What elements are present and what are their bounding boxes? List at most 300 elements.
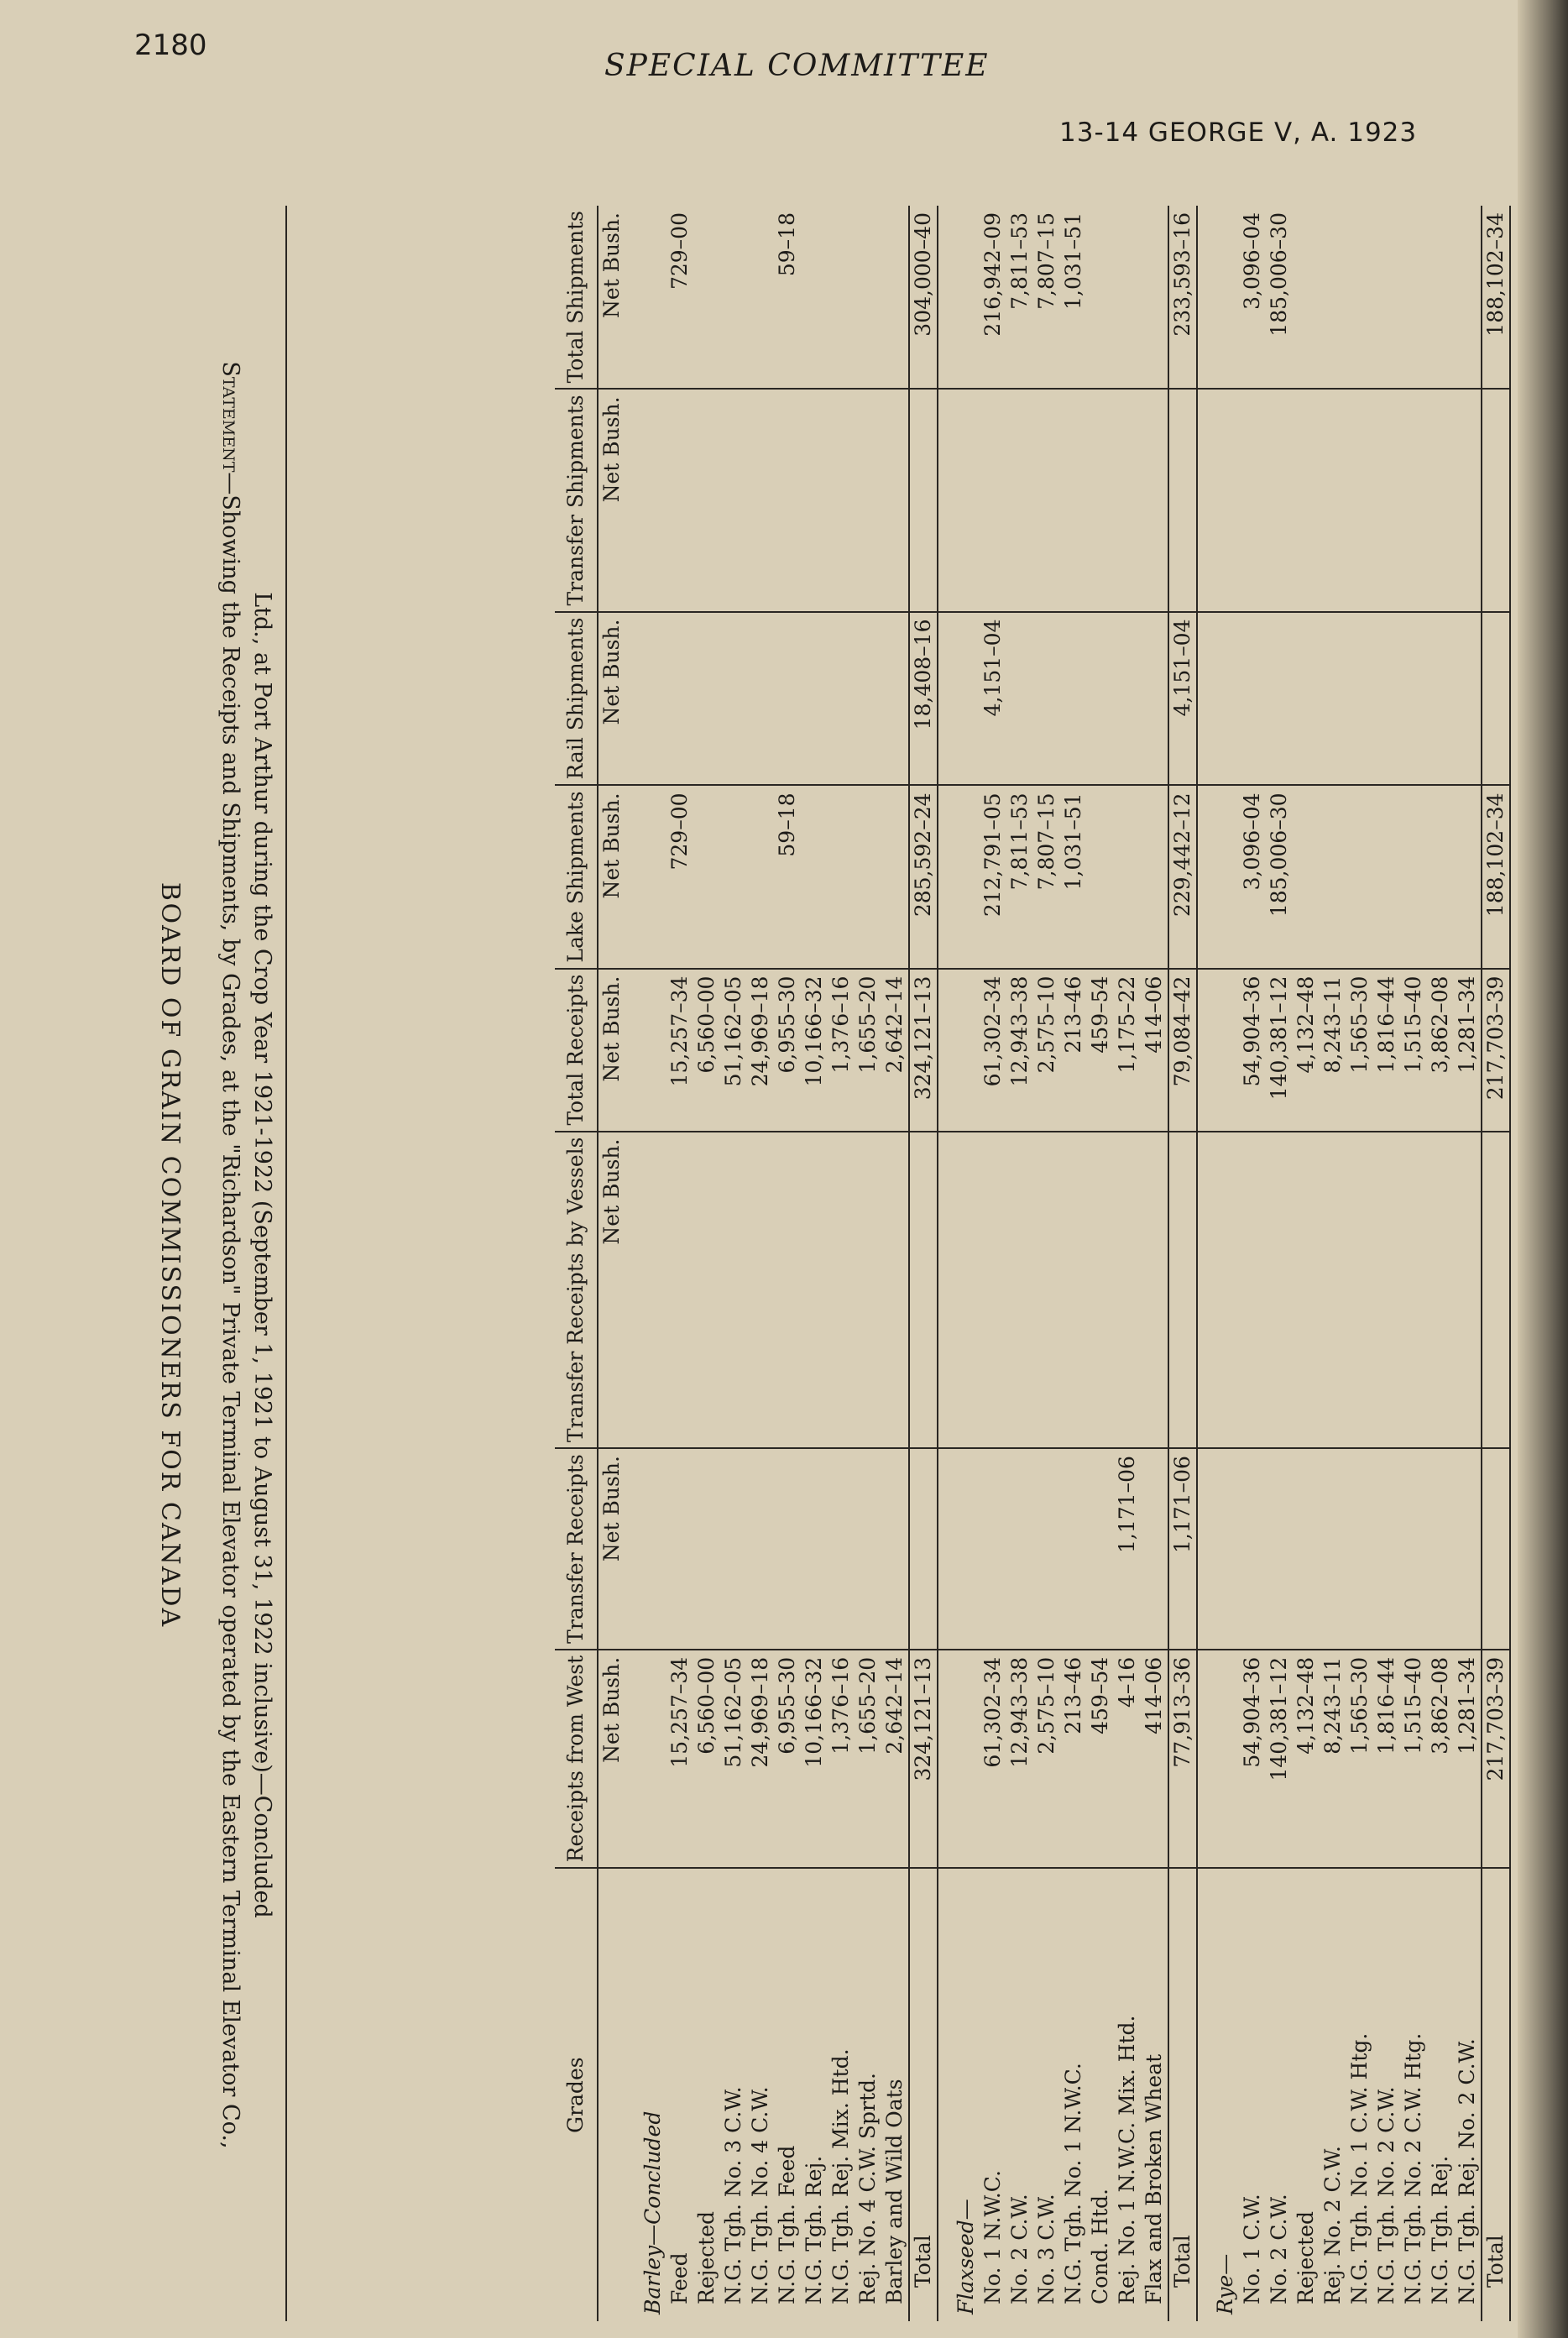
table-row	[881, 206, 909, 2321]
total-receipts-cell: 2,575–10	[1033, 969, 1060, 1132]
total-ship-cell	[1373, 206, 1400, 389]
lake-cell	[1320, 785, 1346, 968]
unit-label: Net Bush.	[598, 785, 625, 968]
total-transfer-receipts: 1,171–06	[1168, 1448, 1197, 1650]
total-ship-cell	[1114, 206, 1141, 389]
transfer-vessels-cell	[881, 1132, 909, 1449]
grade-cell: No. 1 N.W.C.	[980, 1868, 1006, 2321]
table-row	[980, 206, 1006, 2321]
lake-cell	[881, 785, 909, 968]
table-row	[855, 206, 881, 2321]
header-transfer-vessels: Transfer Receipts by Vessels	[555, 1132, 598, 1449]
lake-cell	[828, 785, 855, 968]
transfer-ship-cell	[1060, 389, 1087, 611]
grade-cell: N.G. Tgh. No. 1 N.W.C.	[1060, 1868, 1087, 2321]
table-row	[666, 206, 693, 2321]
transfer-ship-cell	[881, 389, 909, 611]
section-name: Flaxseed—	[938, 1868, 980, 2321]
empty-cell	[938, 1448, 980, 1650]
total-total-receipts: 324,121–13	[909, 969, 938, 1132]
empty-cell	[625, 1650, 666, 1868]
table-row	[720, 206, 747, 2321]
total-receipts-west: 324,121–13	[909, 1650, 938, 1868]
table-row	[1346, 206, 1373, 2321]
empty-cell	[625, 1132, 666, 1449]
total-receipts-cell: 6,560–00	[693, 969, 720, 1132]
total-ship-cell	[1141, 206, 1168, 389]
total-ship-cell	[1454, 206, 1482, 389]
transfer-receipts-cell	[747, 1448, 774, 1650]
transfer-ship-cell	[1006, 389, 1033, 611]
empty-cell	[625, 206, 666, 389]
transfer-vessels-cell	[980, 1132, 1006, 1449]
rail-cell	[1033, 612, 1060, 786]
total-receipts-cell: 1,281–34	[1454, 969, 1482, 1132]
table-body	[598, 206, 1510, 2321]
transfer-receipts-cell	[1060, 1448, 1087, 1650]
receipts-west-cell: 54,904–36	[1239, 1650, 1266, 1868]
statement-caption-line-2: Ltd., at Port Arthur during the Crop Year 1921-1922 (September 1, 1921 to August 31, 1922 inclusive)—Concluded	[249, 592, 275, 1918]
total-receipts-cell: 12,943–38	[1006, 969, 1033, 1132]
receipts-west-cell: 3,862–08	[1427, 1650, 1454, 1868]
lake-cell: 59–18	[774, 785, 801, 968]
receipts-west-cell: 8,243–11	[1320, 1650, 1346, 1868]
total-receipts-cell: 61,302–34	[980, 969, 1006, 1132]
lake-cell	[1400, 785, 1427, 968]
table-row	[1400, 206, 1427, 2321]
empty-cell	[1197, 969, 1239, 1132]
rail-cell: 4,151–04	[980, 612, 1006, 786]
total-row	[1168, 206, 1197, 2321]
section-name: Barley—Concluded	[625, 1868, 666, 2321]
transfer-receipts-cell	[1373, 1448, 1400, 1650]
transfer-receipts-cell	[666, 1448, 693, 1650]
transfer-vessels-cell	[693, 1132, 720, 1449]
transfer-vessels-cell	[1266, 1132, 1293, 1449]
total-receipts-cell: 1,515–40	[1400, 969, 1427, 1132]
rail-cell	[855, 612, 881, 786]
transfer-ship-cell	[720, 389, 747, 611]
rail-cell	[801, 612, 828, 786]
table-row	[1266, 206, 1293, 2321]
total-rail: 4,151–04	[1168, 612, 1197, 786]
total-ship-cell: 216,942–09	[980, 212, 1005, 337]
rail-cell	[1454, 612, 1482, 786]
transfer-receipts-cell	[1400, 1448, 1427, 1650]
transfer-ship-cell	[855, 389, 881, 611]
total-receipts-cell: 1,175–22	[1114, 969, 1141, 1132]
rail-cell	[881, 612, 909, 786]
statement-label: Statement	[217, 361, 243, 473]
rail-cell	[1006, 612, 1033, 786]
transfer-receipts-cell	[980, 1448, 1006, 1650]
total-rail: 18,408–16	[909, 612, 938, 786]
lake-cell: 3,096–04	[1239, 785, 1266, 968]
statement-text-1: —Showing the Receipts and Shipments, by Grades, at the "Richardson" Private Terminal Elevator operated by the Eastern Terminal Elevator Co.,	[217, 472, 243, 2149]
rail-cell	[693, 612, 720, 786]
transfer-receipts-cell	[1293, 1448, 1320, 1650]
transfer-vessels-cell	[1454, 1132, 1482, 1449]
total-total-ship: 188,102–34	[1482, 206, 1510, 389]
transfer-ship-cell	[693, 389, 720, 611]
unit-label: Net Bush.	[599, 212, 624, 319]
grade-cell: No. 3 C.W.	[1033, 1868, 1060, 2321]
total-ship-cell: 1,031–51	[1061, 212, 1085, 310]
board-title: BOARD OF GRAIN COMMISSIONERS FOR CANADA	[155, 881, 185, 1629]
grade-cell: N.G. Tgh. Rej. No. 2 C.W.	[1454, 1868, 1482, 2321]
total-receipts-cell: 1,655–20	[855, 969, 881, 1132]
rail-cell	[1266, 612, 1293, 786]
receipts-west-cell: 1,376–16	[828, 1650, 855, 1868]
empty-cell	[938, 969, 980, 1132]
total-ship-cell	[1293, 206, 1320, 389]
total-lake: 285,592–24	[909, 785, 938, 968]
lake-cell	[693, 785, 720, 968]
transfer-vessels-cell	[1373, 1132, 1400, 1449]
transfer-ship-cell	[1114, 389, 1141, 611]
lake-cell	[1087, 785, 1114, 968]
total-ship-cell	[1087, 206, 1114, 389]
header-receipts-west: Receipts from West	[555, 1650, 598, 1868]
receipts-west-cell: 1,816–44	[1373, 1650, 1400, 1868]
total-label: Total	[1168, 1868, 1197, 2321]
transfer-vessels-cell	[1346, 1132, 1373, 1449]
empty-cell	[1197, 785, 1239, 968]
empty-cell	[1197, 389, 1239, 611]
grade-cell: N.G. Tgh. Rej.	[1427, 1868, 1454, 2321]
receipts-west-cell: 4,132–48	[1293, 1650, 1320, 1868]
grade-cell: No. 2 C.W.	[1006, 1868, 1033, 2321]
table-row	[1373, 206, 1400, 2321]
empty-cell	[938, 785, 980, 968]
receipts-west-cell: 6,955–30	[774, 1650, 801, 1868]
total-ship-cell: 729–00	[667, 212, 692, 290]
total-ship-cell: 3,096–04	[1240, 212, 1264, 310]
empty-cell	[625, 1448, 666, 1650]
transfer-receipts-cell	[1087, 1448, 1114, 1650]
lake-cell	[1114, 785, 1141, 968]
unit-label: Net Bush.	[598, 1132, 625, 1449]
table-row	[1320, 206, 1346, 2321]
transfer-ship-cell	[1400, 389, 1427, 611]
transfer-receipts-cell	[1141, 1448, 1168, 1650]
header-transfer-shipments: Transfer Shipments	[555, 389, 598, 611]
rotated-statement	[84, 172, 1528, 2338]
lake-cell	[1427, 785, 1454, 968]
total-transfer-ship	[1482, 389, 1510, 611]
lake-cell	[1454, 785, 1482, 968]
receipts-west-cell: 414–06	[1141, 1650, 1168, 1868]
total-lake: 188,102–34	[1482, 785, 1510, 968]
total-ship-cell	[693, 206, 720, 389]
empty-cell	[938, 206, 980, 389]
total-ship-cell	[828, 206, 855, 389]
transfer-receipts-cell	[1346, 1448, 1373, 1650]
transfer-receipts-cell	[774, 1448, 801, 1650]
table-row	[1427, 206, 1454, 2321]
total-ship-cell: 7,807–15	[1034, 212, 1058, 310]
transfer-vessels-cell	[828, 1132, 855, 1449]
receipts-west-cell: 459–54	[1087, 1650, 1114, 1868]
receipts-west-cell: 213–46	[1060, 1650, 1087, 1868]
transfer-vessels-cell	[1087, 1132, 1114, 1449]
table-row	[774, 206, 801, 2321]
unit-label: Net Bush.	[598, 969, 625, 1132]
total-ship-cell	[801, 206, 828, 389]
total-row	[909, 206, 938, 2321]
transfer-receipts-cell	[1239, 1448, 1266, 1650]
receipts-west-cell: 61,302–34	[980, 1650, 1006, 1868]
transfer-receipts-cell	[801, 1448, 828, 1650]
empty-cell	[625, 612, 666, 786]
total-transfer-ship	[909, 389, 938, 611]
table-row	[1033, 206, 1060, 2321]
receipts-west-cell: 4–16	[1114, 1650, 1141, 1868]
lake-cell	[720, 785, 747, 968]
header-lake-shipments: Lake Shipments	[555, 785, 598, 968]
transfer-ship-cell	[1293, 389, 1320, 611]
section-heading-row	[625, 206, 666, 2321]
total-label: Total	[1482, 1868, 1510, 2321]
transfer-receipts-cell	[1427, 1448, 1454, 1650]
transfer-ship-cell	[1346, 389, 1373, 611]
total-receipts-cell: 2,642–14	[881, 969, 909, 1132]
rail-cell	[1373, 612, 1400, 786]
grade-cell: N.G. Tgh. No. 4 C.W.	[747, 1868, 774, 2321]
transfer-vessels-cell	[1114, 1132, 1141, 1449]
transfer-ship-cell	[801, 389, 828, 611]
rail-cell	[1087, 612, 1114, 786]
total-transfer-vessels	[1482, 1132, 1510, 1449]
receipts-west-cell: 10,166–32	[801, 1650, 828, 1868]
lake-cell	[1373, 785, 1400, 968]
receipts-west-cell: 1,515–40	[1400, 1650, 1427, 1868]
total-receipts-cell: 15,257–34	[666, 969, 693, 1132]
transfer-receipts-cell	[828, 1448, 855, 1650]
rail-cell	[720, 612, 747, 786]
total-label: Total	[909, 1868, 938, 2321]
total-ship-cell: 7,811–53	[1007, 212, 1032, 310]
transfer-ship-cell	[774, 389, 801, 611]
transfer-vessels-cell	[774, 1132, 801, 1449]
total-transfer-ship	[1168, 389, 1197, 611]
page-number: 2180	[134, 29, 207, 62]
table-row	[1060, 206, 1087, 2321]
header-total-receipts: Total Receipts	[555, 969, 598, 1132]
transfer-ship-cell	[666, 389, 693, 611]
empty-cell	[625, 785, 666, 968]
receipts-west-cell: 1,281–34	[1454, 1650, 1482, 1868]
total-ship-cell	[1427, 206, 1454, 389]
table-row	[828, 206, 855, 2321]
total-receipts-cell: 1,565–30	[1346, 969, 1373, 1132]
total-rail	[1482, 612, 1510, 786]
transfer-ship-cell	[1427, 389, 1454, 611]
session-label: 13-14 GEORGE V, A. 1923	[1059, 118, 1418, 148]
total-receipts-cell: 51,162–05	[720, 969, 747, 1132]
transfer-ship-cell	[1320, 389, 1346, 611]
grain-statement-table	[555, 206, 1511, 2321]
grade-cell: N.G. Tgh. No. 3 C.W.	[720, 1868, 747, 2321]
transfer-receipts-cell	[1320, 1448, 1346, 1650]
transfer-vessels-cell	[1400, 1132, 1427, 1449]
statement-caption-line-1	[217, 172, 243, 2338]
transfer-ship-cell	[980, 389, 1006, 611]
grade-cell: Rej. No. 4 C.W. Sprtd.	[855, 1868, 881, 2321]
receipts-west-cell: 24,969–18	[747, 1650, 774, 1868]
table-row	[1239, 206, 1266, 2321]
receipts-west-cell: 1,565–30	[1346, 1650, 1373, 1868]
header-rail-shipments: Rail Shipments	[555, 612, 598, 786]
grade-cell: N.G. Tgh. Feed	[774, 1868, 801, 2321]
transfer-ship-cell	[747, 389, 774, 611]
transfer-vessels-cell	[855, 1132, 881, 1449]
transfer-ship-cell	[1373, 389, 1400, 611]
grade-cell: Rejected	[1293, 1868, 1320, 2321]
grade-cell: N.G. Tgh. Rej.	[801, 1868, 828, 2321]
table-row	[801, 206, 828, 2321]
lake-cell: 7,811–53	[1006, 785, 1033, 968]
transfer-vessels-cell	[1293, 1132, 1320, 1449]
transfer-receipts-cell: 1,171–06	[1114, 1448, 1141, 1650]
rail-cell	[1320, 612, 1346, 786]
empty-cell	[625, 389, 666, 611]
running-title: SPECIAL COMMITTEE	[604, 49, 990, 83]
lake-cell: 7,807–15	[1033, 785, 1060, 968]
lake-cell	[1293, 785, 1320, 968]
lake-cell	[747, 785, 774, 968]
transfer-ship-cell	[1266, 389, 1293, 611]
total-receipts-cell: 54,904–36	[1239, 969, 1266, 1132]
transfer-receipts-cell	[855, 1448, 881, 1650]
table-row	[1293, 206, 1320, 2321]
total-receipts-cell: 213–46	[1060, 969, 1087, 1132]
total-receipts-west: 217,703–39	[1482, 1650, 1510, 1868]
grade-cell: Rejected	[693, 1868, 720, 2321]
total-total-ship: 304,000–40	[909, 206, 938, 389]
grade-cell: Flax and Broken Wheat	[1141, 1868, 1168, 2321]
transfer-ship-cell	[828, 389, 855, 611]
empty-cell	[1197, 1448, 1239, 1650]
total-receipts-cell: 4,132–48	[1293, 969, 1320, 1132]
grade-cell: N.G. Tgh. No. 2 C.W. Htg.	[1400, 1868, 1427, 2321]
total-receipts-cell: 414–06	[1141, 969, 1168, 1132]
transfer-receipts-cell	[1454, 1448, 1482, 1650]
empty-cell	[1197, 1132, 1239, 1449]
rail-cell	[1060, 612, 1087, 786]
grade-cell: N.G. Tgh. No. 2 C.W.	[1373, 1868, 1400, 2321]
transfer-ship-cell	[1087, 389, 1114, 611]
transfer-ship-cell	[1141, 389, 1168, 611]
transfer-receipts-cell	[1266, 1448, 1293, 1650]
transfer-receipts-cell	[693, 1448, 720, 1650]
rail-cell	[774, 612, 801, 786]
empty-cell	[1197, 1650, 1239, 1868]
table-row	[1006, 206, 1033, 2321]
rail-cell	[1427, 612, 1454, 786]
lake-cell: 212,791–05	[980, 785, 1006, 968]
transfer-vessels-cell	[801, 1132, 828, 1449]
rail-cell	[1293, 612, 1320, 786]
rail-cell	[1346, 612, 1373, 786]
grade-cell: Rej. No. 1 N.W.C. Mix. Htd.	[1114, 1868, 1141, 2321]
total-receipts-cell: 1,376–16	[828, 969, 855, 1132]
total-lake: 229,442–12	[1168, 785, 1197, 968]
table-row	[1454, 206, 1482, 2321]
rail-cell	[1114, 612, 1141, 786]
total-transfer-vessels	[1168, 1132, 1197, 1449]
total-receipts-west: 77,913–36	[1168, 1650, 1197, 1868]
rail-cell	[1400, 612, 1427, 786]
lake-cell: 729–00	[666, 785, 693, 968]
total-total-receipts: 79,084–42	[1168, 969, 1197, 1132]
header-transfer-receipts: Transfer Receipts	[555, 1448, 598, 1650]
unit-label: Net Bush.	[598, 612, 625, 786]
empty-cell	[938, 1132, 980, 1449]
transfer-vessels-cell	[747, 1132, 774, 1449]
table-header-row	[555, 206, 598, 2321]
transfer-vessels-cell	[1033, 1132, 1060, 1449]
section-name: Rye—	[1197, 1868, 1239, 2321]
empty-cell	[1197, 612, 1239, 786]
empty-cell	[938, 612, 980, 786]
header-grades: Grades	[555, 1868, 598, 2321]
total-receipts-cell: 140,381–12	[1266, 969, 1293, 1132]
total-transfer-receipts	[1482, 1448, 1510, 1650]
total-ship-cell: 59–18	[775, 212, 799, 277]
transfer-ship-cell	[1033, 389, 1060, 611]
total-total-ship: 233,593–16	[1168, 206, 1197, 389]
total-receipts-cell: 24,969–18	[747, 969, 774, 1132]
empty-cell	[625, 969, 666, 1132]
transfer-vessels-cell	[720, 1132, 747, 1449]
total-ship-cell	[1400, 206, 1427, 389]
unit-label: Net Bush.	[598, 1448, 625, 1650]
total-transfer-receipts	[909, 1448, 938, 1650]
rail-cell	[1141, 612, 1168, 786]
rail-cell	[666, 612, 693, 786]
empty-cell	[1197, 206, 1239, 389]
caption-rule	[285, 206, 287, 2321]
transfer-ship-cell	[1239, 389, 1266, 611]
table-row	[693, 206, 720, 2321]
transfer-receipts-cell	[1006, 1448, 1033, 1650]
rail-cell	[1239, 612, 1266, 786]
grade-cell: Rej. No. 2 C.W.	[1320, 1868, 1346, 2321]
receipts-west-cell: 2,642–14	[881, 1650, 909, 1868]
total-total-receipts: 217,703–39	[1482, 969, 1510, 1132]
unit-label: Net Bush.	[598, 1650, 625, 1868]
grade-cell: Barley and Wild Oats	[881, 1868, 909, 2321]
header-total-shipments: Total Shipments	[555, 206, 598, 389]
transfer-receipts-cell	[1033, 1448, 1060, 1650]
grade-cell: Cond. Htd.	[1087, 1868, 1114, 2321]
receipts-west-cell: 1,655–20	[855, 1650, 881, 1868]
table-row	[1141, 206, 1168, 2321]
transfer-receipts-cell	[881, 1448, 909, 1650]
table-row	[747, 206, 774, 2321]
lake-cell	[1346, 785, 1373, 968]
unit-row	[598, 206, 625, 2321]
total-ship-cell: 185,006–30	[1267, 212, 1291, 337]
receipts-west-cell: 51,162–05	[720, 1650, 747, 1868]
section-heading-row	[938, 206, 980, 2321]
unit-grade-blank	[598, 1868, 625, 2321]
transfer-vessels-cell	[1427, 1132, 1454, 1449]
grade-cell: No. 2 C.W.	[1266, 1868, 1293, 2321]
transfer-vessels-cell	[1060, 1132, 1087, 1449]
total-ship-cell	[1346, 206, 1373, 389]
